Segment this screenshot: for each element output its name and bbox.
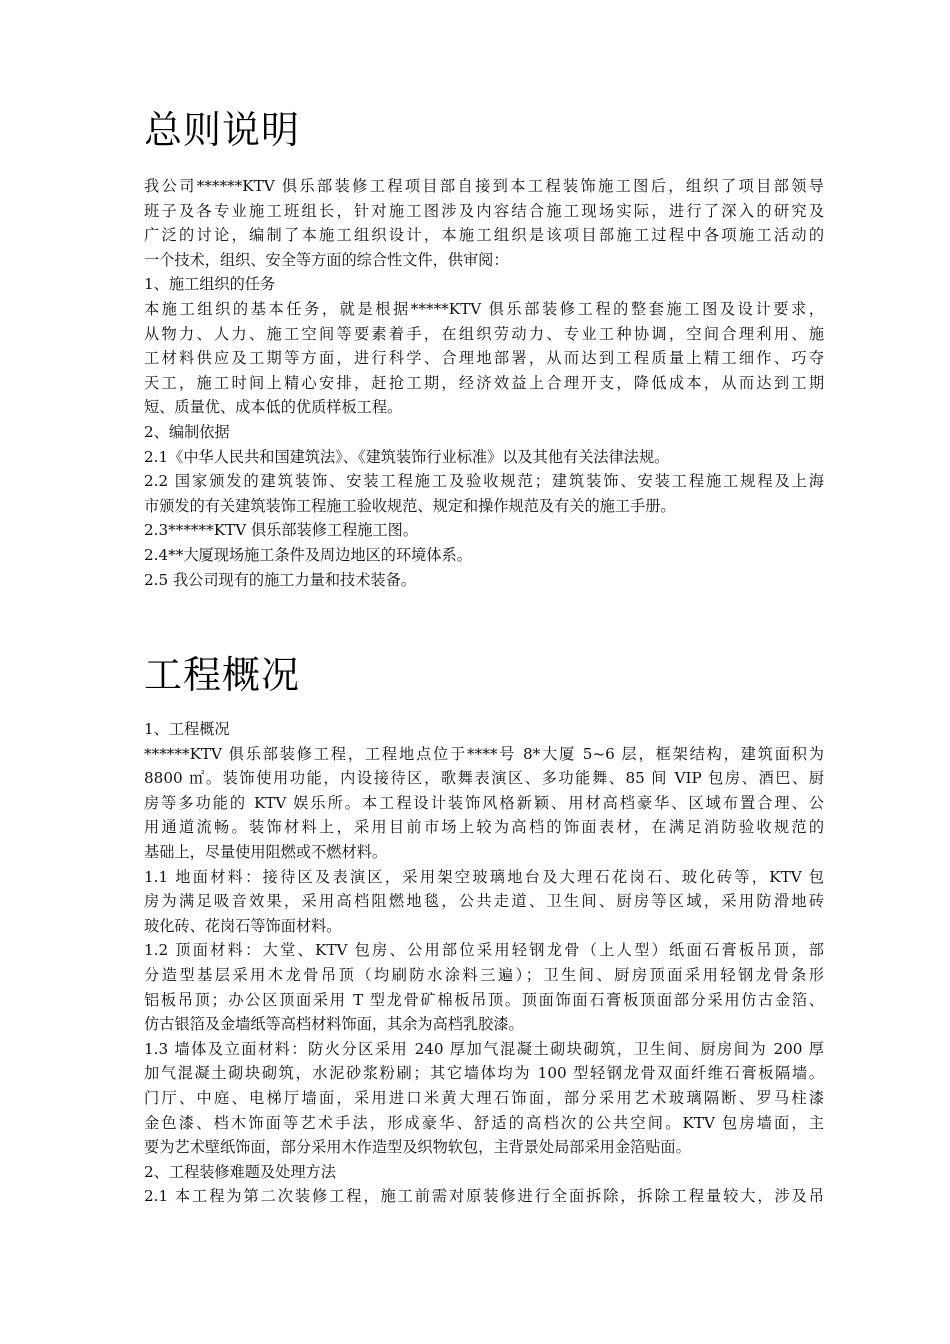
text-line: 1.2 顶面材料：大堂、KTV 包房、公用部位采用轻钢龙骨（上人型）纸面石膏板吊顶，部 (144, 941, 824, 960)
text-line: 用通道流畅。装饰材料上，采用目前市场上较为高档的饰面表材，在满足消防验收规范的 (144, 818, 824, 837)
text-line: 8800 ㎡。装饰使用功能，内设接待区，歌舞表演区、多功能舞、85 间 VIP 包房、酒巴、厨 (144, 769, 824, 788)
subheading: 2、编制依据 (144, 422, 230, 441)
text-line: 工材料供应及工期等方面，进行科学、合理地部署，从而达到工程质量上精工细作、巧夺 (144, 349, 824, 368)
text-line: 天工，施工时间上精心安排，赶抢工期，经济效益上合理开支，降低成本，从而达到工期 (144, 373, 824, 392)
text-line: 加气混凝土砌块砌筑，水泥砂浆粉刷；其它墙体均为 100 型轻钢龙骨双面纤维石膏板隔墙。 (144, 1064, 824, 1083)
text-line: 班子及各专业施工班组长，针对施工图涉及内容结合施工现场实际，进行了深入的研究及 (144, 201, 824, 220)
text-line: 金色漆、档木饰面等艺术手法，形成豪华、舒适的高档次的公共空间。KTV 包房墙面，主 (144, 1113, 824, 1132)
text-line: 2.1《中华人民共和国建筑法》、《建筑装饰行业标准》以及其他有关法律法规。 (144, 447, 670, 466)
text-line: 2.1 本工程为第二次装修工程，施工前需对原装修进行全面拆除，拆除工程量较大，涉及吊 (144, 1187, 824, 1206)
text-line: ******KTV 俱乐部装修工程，工程地点位于****号 8*大厦 5~6 层，框架结构，建筑面积为 (144, 744, 824, 763)
section-body-general (144, 174, 824, 592)
text-line: 2.3******KTV 俱乐部装修工程施工图。 (144, 521, 419, 540)
text-line: 2.4**大厦现场施工条件及周边地区的环境体系。 (144, 545, 472, 564)
text-line: 玻化砖、花岗石等饰面材料。 (144, 916, 342, 935)
text-line: 1.3 墙体及立面材料：防火分区采用 240 厚加气混凝土砌块砌筑，卫生间、厨房间为 200 厚 (144, 1039, 824, 1058)
subheading: 1、施工组织的任务 (144, 275, 276, 294)
text-line: 基础上，尽量使用阻燃或不燃材料。 (144, 842, 387, 861)
text-line: 铝板吊顶；办公区顶面采用 T 型龙骨矿棉板吊顶。顶面饰面石膏板顶面部分采用仿古金箔、 (144, 990, 824, 1009)
section-body-overview (144, 717, 824, 1209)
text-line: 房等多功能的 KTV 娱乐所。本工程设计装饰风格新颖、用材高档豪华、区域布置合理、公 (144, 793, 824, 812)
text-line: 2.5 我公司现有的施工力量和技术装备。 (144, 570, 416, 589)
section-title-general: 总则说明 (144, 108, 301, 152)
text-line: 房为满足吸音效果，采用高档阻燃地毯，公共走道、卫生间、厨房等区域，采用防滑地砖 (144, 892, 824, 911)
subheading: 2、工程装修难题及处理方法 (144, 1162, 336, 1181)
text-line: 分造型基层采用木龙骨吊顶（均刷防水涂料三遍）；卫生间、厨房顶面采用轻钢龙骨条形 (144, 965, 824, 984)
text-line: 要为艺术壁纸饰面，部分采用木作造型及织物软包，主背景处局部采用金箔贴面。 (144, 1138, 691, 1157)
text-line: 本施工组织的基本任务，就是根据*****KTV 俱乐部装修工程的整套施工图及设计要求， (144, 299, 824, 318)
text-line: 一个技术，组织、安全等方面的综合性文件，供审阅： (144, 250, 509, 269)
text-line: 从物力、人力、施工空间等要素着手，在组织劳动力、专业工种协调，空间合理利用、施 (144, 324, 824, 343)
text-line: 我公司******KTV 俱乐部装修工程项目部自接到本工程装饰施工图后，组织了项目部领导 (144, 177, 824, 195)
text-line: 广泛的讨论，编制了本施工组织设计，本施工组织是该项目部施工过程中各项施工活动的 (144, 226, 824, 245)
text-line: 市颁发的有关建筑装饰工程施工验收规范、规定和操作规范及有关的施工手册。 (144, 496, 676, 515)
text-line: 1.1 地面材料：接待区及表演区，采用架空玻璃地台及大理石花岗石、玻化砖等，KTV 包 (144, 867, 824, 886)
text-line: 2.2 国家颁发的建筑装饰、安装工程施工及验收规范；建筑装饰、安装工程施工规程及上海 (144, 472, 824, 491)
text-line: 门厅、中庭、电梯厅墙面，采用进口米黄大理石饰面，部分采用艺术玻璃隔断、罗马柱漆 (144, 1088, 824, 1107)
subheading: 1、工程概况 (144, 720, 230, 738)
text-line: 短、质量优、成本低的优质样板工程。 (144, 398, 403, 417)
text-line: 仿古银箔及金墙纸等高档材料饰面，其余为高档乳胶漆。 (144, 1015, 524, 1034)
section-title-overview: 工程概况 (144, 653, 301, 697)
